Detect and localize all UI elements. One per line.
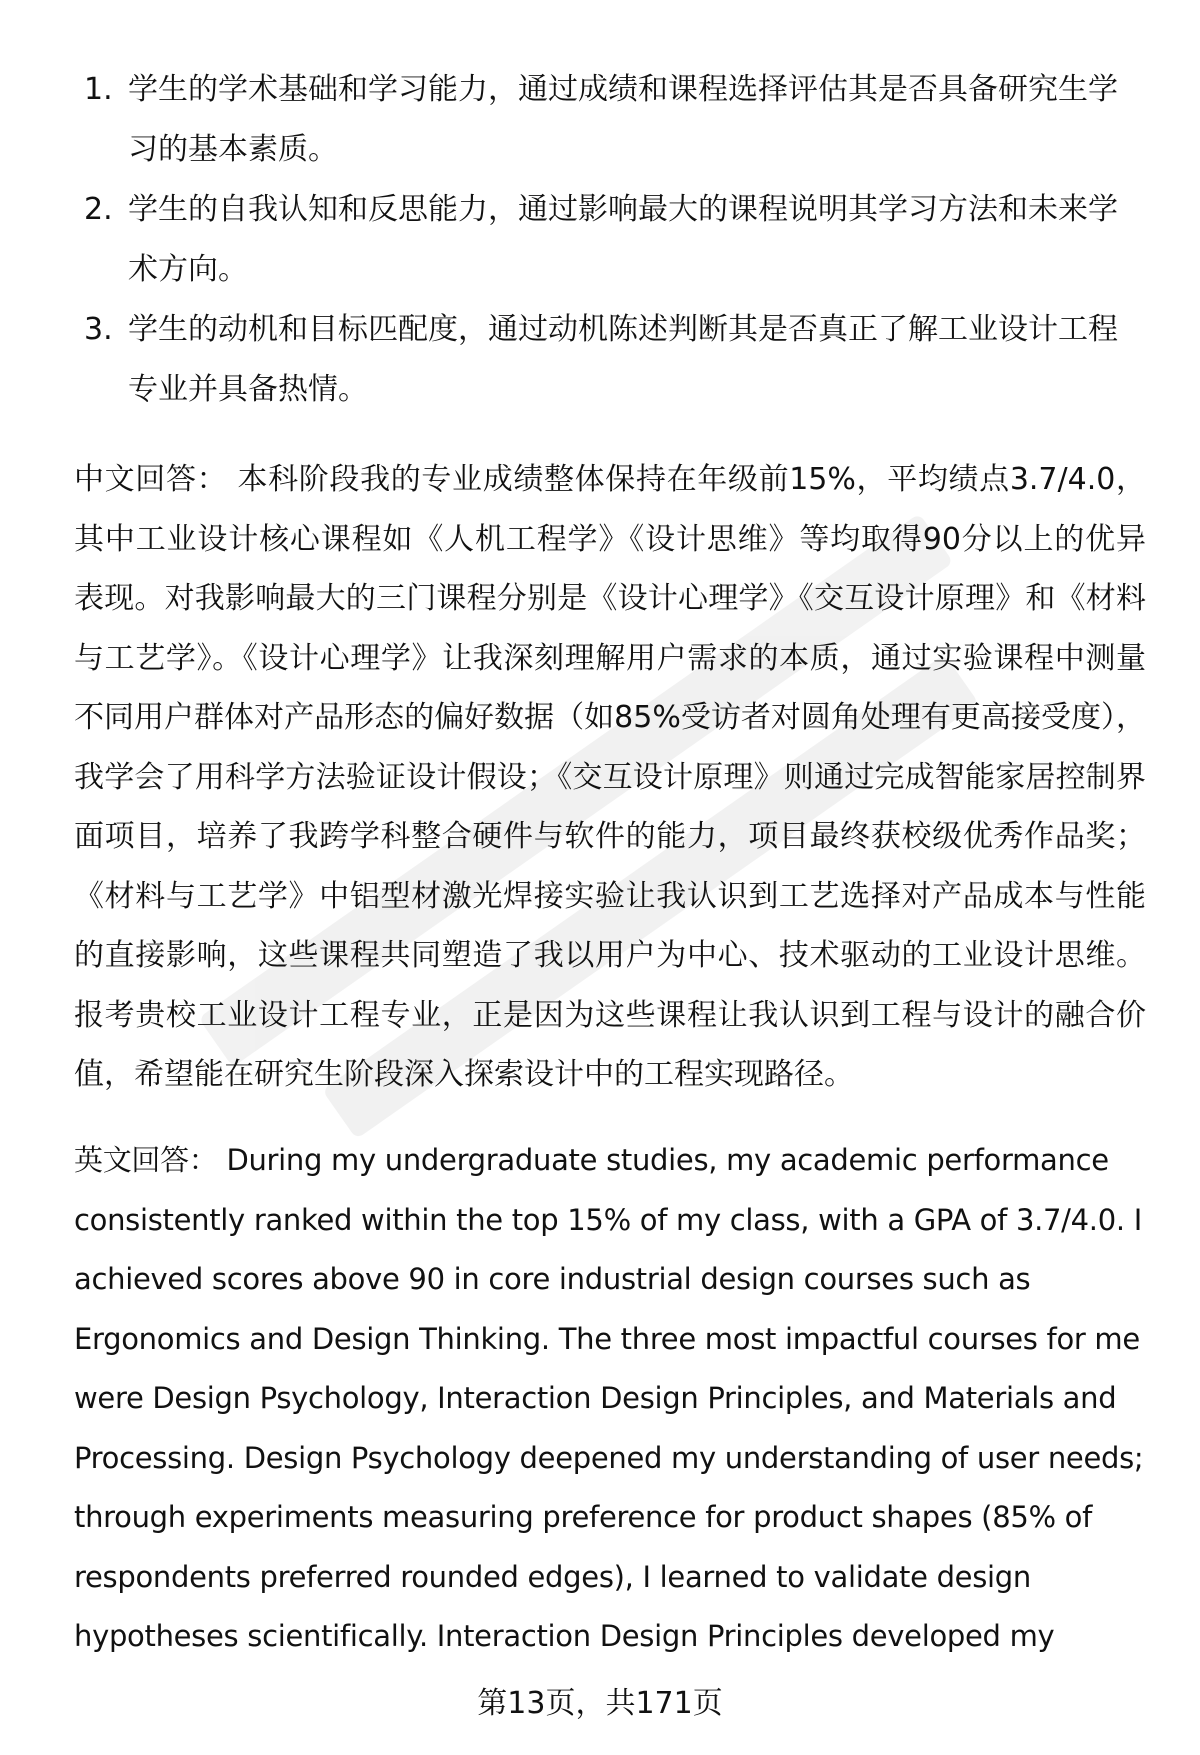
list-item-text: 学生的学术基础和学习能力，通过成绩和课程选择评估其是否具备研究生学习的基本素质。 bbox=[128, 72, 1118, 167]
list-number: 1. bbox=[84, 72, 113, 107]
list-item-text: 学生的动机和目标匹配度，通过动机陈述判断其是否真正了解工业设计工程专业并具备热情。 bbox=[128, 312, 1118, 407]
english-answer-paragraph bbox=[74, 1131, 1146, 1667]
chinese-answer-label: 中文回答： bbox=[74, 462, 228, 497]
list-number: 2. bbox=[84, 192, 113, 227]
list-item bbox=[0, 60, 1200, 180]
chinese-answer-paragraph bbox=[74, 450, 1146, 1105]
list-item-text: 学生的自我认知和反思能力，通过影响最大的课程说明其学习方法和未来学术方向。 bbox=[128, 192, 1118, 287]
list-item bbox=[0, 300, 1200, 420]
page-number-footer: 第13页，共171页 bbox=[477, 1686, 723, 1721]
english-answer-text: During my undergraduate studies, my academic performance consistently ranked within the top 15% of my class, with a GPA of 3.7/4.0. I achieved scores above 90 in core industrial design courses such as Ergonomics and Design Thinking. The three most impactful courses for me were Design Psychology, Interaction Design Principles, and Materials and Processing. Design Psychology deepened my understanding of user needs; through experiments measuring preference for product shapes (85% of respondents preferred rounded edges), I learned to validate design hypotheses scientifically. Interaction Design Principles developed my bbox=[74, 1143, 1144, 1653]
list-number: 3. bbox=[84, 312, 113, 347]
list-item bbox=[0, 180, 1200, 300]
english-answer-label: 英文回答： bbox=[74, 1143, 218, 1177]
evaluation-criteria-list bbox=[0, 60, 1200, 420]
chinese-answer-text: 本科阶段我的专业成绩整体保持在年级前15%，平均绩点3.7/4.0，其中工业设计核心课程如《人机工程学》《设计思维》等均取得90分以上的优异表现。对我影响最大的三门课程分别是《设计心理学》《交互设计原理》和《材料与工艺学》。《设计心理学》让我深刻理解用户需求的本质，通过实验课程中测量不同用户群体对产品形态的偏好数据（如85%受访者对圆角处理有更高接受度），我学会了用科学方法验证设计假设；《交互设计原理》则通过完成智能家居控制界面项目，培养了我跨学科整合硬件与软件的能力，项目最终获校级优秀作品奖；《材料与工艺学》中铝型材激光焊接实验让我认识到工艺选择对产品成本与性能的直接影响，这些课程共同塑造了我以用户为中心、技术驱动的工业设计思维。报考贵校工业设计工程专业，正是因为这些课程让我认识到工程与设计的融合价值，希望能在研究生阶段深入探索设计中的工程实现路径。 bbox=[74, 462, 1146, 1092]
